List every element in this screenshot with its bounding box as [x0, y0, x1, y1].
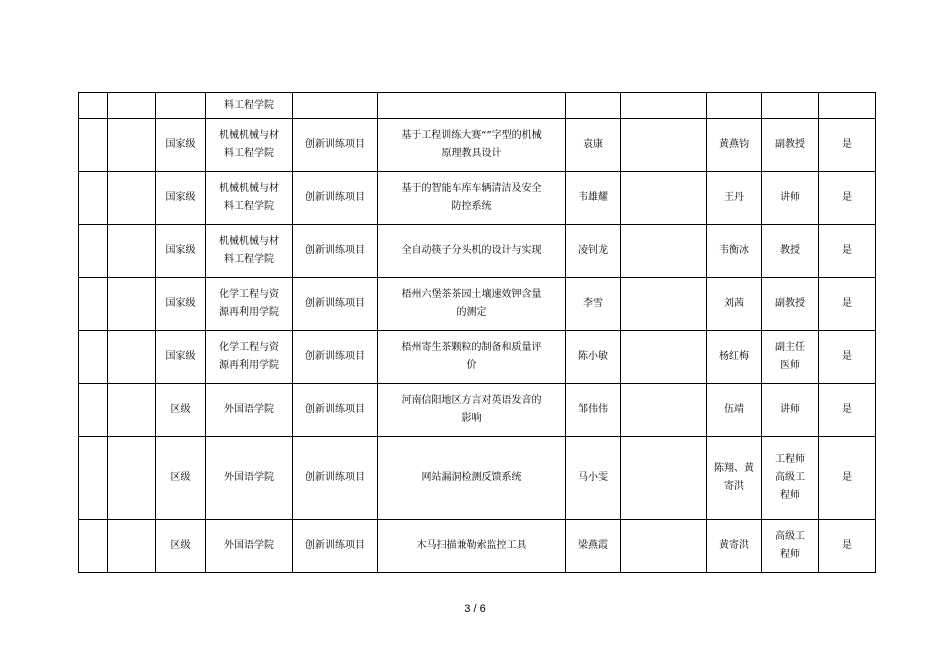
cell-type: 创新训练项目 [293, 278, 378, 331]
cell-title: 河南信阳地区方言对英语发音的 影响 [378, 384, 566, 437]
cell-college: 料工程学院 [206, 93, 293, 119]
cell-members [621, 172, 707, 225]
cell-members [621, 278, 707, 331]
cell-type: 创新训练项目 [293, 331, 378, 384]
table-row [79, 225, 876, 278]
cell-flag [819, 93, 876, 119]
cell-members [621, 119, 707, 172]
cell-college: 外国语学院 [206, 520, 293, 573]
cell-col2 [108, 172, 156, 225]
cell-title: 全自动筷子分头机的设计与实现 [378, 225, 566, 278]
cell-title: 梧州六堡茶茶园土壤速效钾含量 的测定 [378, 278, 566, 331]
cell-advisor: 黄寄洪 [707, 520, 762, 573]
table-row [79, 384, 876, 437]
cell-leader: 邹伟伟 [566, 384, 621, 437]
cell-type: 创新训练项目 [293, 172, 378, 225]
cell-members [621, 520, 707, 573]
cell-advisor [707, 93, 762, 119]
cell-members [621, 384, 707, 437]
cell-college: 机械机械与材 料工程学院 [206, 119, 293, 172]
cell-level: 国家级 [156, 119, 206, 172]
project-table [78, 92, 876, 573]
cell-college: 外国语学院 [206, 384, 293, 437]
cell-rank [762, 93, 819, 119]
cell-flag: 是 [819, 172, 876, 225]
cell-advisor: 黄燕钧 [707, 119, 762, 172]
cell-leader: 凌钊龙 [566, 225, 621, 278]
cell-rank: 讲师 [762, 384, 819, 437]
cell-title: 基于的智能车库车辆清洁及安全 防控系统 [378, 172, 566, 225]
cell-level: 国家级 [156, 278, 206, 331]
cell-level [156, 93, 206, 119]
cell-leader: 李雪 [566, 278, 621, 331]
cell-college: 机械机械与材 料工程学院 [206, 225, 293, 278]
cell-title: 网站漏洞检测反馈系统 [378, 437, 566, 520]
cell-col1 [79, 520, 108, 573]
cell-col2 [108, 384, 156, 437]
cell-members [621, 331, 707, 384]
cell-members [621, 93, 707, 119]
cell-col1 [79, 225, 108, 278]
cell-leader: 梁燕霞 [566, 520, 621, 573]
cell-col2 [108, 331, 156, 384]
cell-flag: 是 [819, 278, 876, 331]
cell-rank: 副教授 [762, 278, 819, 331]
table-row [79, 93, 876, 119]
cell-advisor: 韦衡冰 [707, 225, 762, 278]
cell-level: 区级 [156, 520, 206, 573]
cell-type: 创新训练项目 [293, 384, 378, 437]
cell-col1 [79, 384, 108, 437]
cell-type: 创新训练项目 [293, 437, 378, 520]
cell-flag: 是 [819, 331, 876, 384]
cell-col2 [108, 278, 156, 331]
cell-col2 [108, 520, 156, 573]
cell-advisor: 伍靖 [707, 384, 762, 437]
cell-college: 化学工程与资 源再利用学院 [206, 278, 293, 331]
cell-col1 [79, 437, 108, 520]
cell-leader: 袁康 [566, 119, 621, 172]
cell-members [621, 437, 707, 520]
table-row [79, 520, 876, 573]
cell-title: 木马扫描兼勒索监控工具 [378, 520, 566, 573]
cell-flag: 是 [819, 225, 876, 278]
cell-leader: 马小雯 [566, 437, 621, 520]
cell-type: 创新训练项目 [293, 520, 378, 573]
cell-college: 机械机械与材 料工程学院 [206, 172, 293, 225]
table-body [79, 93, 876, 573]
cell-flag: 是 [819, 384, 876, 437]
cell-level: 国家级 [156, 331, 206, 384]
page-number: 3 / 6 [464, 603, 486, 615]
cell-flag: 是 [819, 520, 876, 573]
cell-rank: 副教授 [762, 119, 819, 172]
table-row [79, 172, 876, 225]
cell-col1 [79, 331, 108, 384]
cell-flag: 是 [819, 119, 876, 172]
cell-level: 国家级 [156, 172, 206, 225]
table-row [79, 278, 876, 331]
cell-title [378, 93, 566, 119]
cell-type: 创新训练项目 [293, 119, 378, 172]
cell-col1 [79, 172, 108, 225]
cell-col1 [79, 278, 108, 331]
cell-advisor: 陈翔、黄 寄洪 [707, 437, 762, 520]
cell-rank: 副主任 医师 [762, 331, 819, 384]
cell-rank: 高级工 程师 [762, 520, 819, 573]
cell-rank: 讲师 [762, 172, 819, 225]
cell-flag: 是 [819, 437, 876, 520]
cell-advisor: 刘茜 [707, 278, 762, 331]
cell-advisor: 王丹 [707, 172, 762, 225]
cell-members [621, 225, 707, 278]
cell-col1 [79, 93, 108, 119]
cell-type [293, 93, 378, 119]
cell-advisor: 杨红梅 [707, 331, 762, 384]
cell-rank: 教授 [762, 225, 819, 278]
table-row [79, 119, 876, 172]
cell-type: 创新训练项目 [293, 225, 378, 278]
cell-title: 梧州寄生茶颗粒的制备和质量评 价 [378, 331, 566, 384]
cell-level: 区级 [156, 384, 206, 437]
cell-col2 [108, 93, 156, 119]
cell-leader [566, 93, 621, 119]
table-row [79, 437, 876, 520]
cell-leader: 陈小敏 [566, 331, 621, 384]
cell-title: 基于工程训练大赛“”字型的机械 原理教具设计 [378, 119, 566, 172]
cell-college: 化学工程与资 源再利用学院 [206, 331, 293, 384]
cell-col2 [108, 119, 156, 172]
table-row [79, 331, 876, 384]
cell-college: 外国语学院 [206, 437, 293, 520]
cell-leader: 韦雄耀 [566, 172, 621, 225]
cell-col2 [108, 437, 156, 520]
cell-rank: 工程师 高级工 程师 [762, 437, 819, 520]
cell-level: 国家级 [156, 225, 206, 278]
cell-col2 [108, 225, 156, 278]
cell-col1 [79, 119, 108, 172]
cell-level: 区级 [156, 437, 206, 520]
